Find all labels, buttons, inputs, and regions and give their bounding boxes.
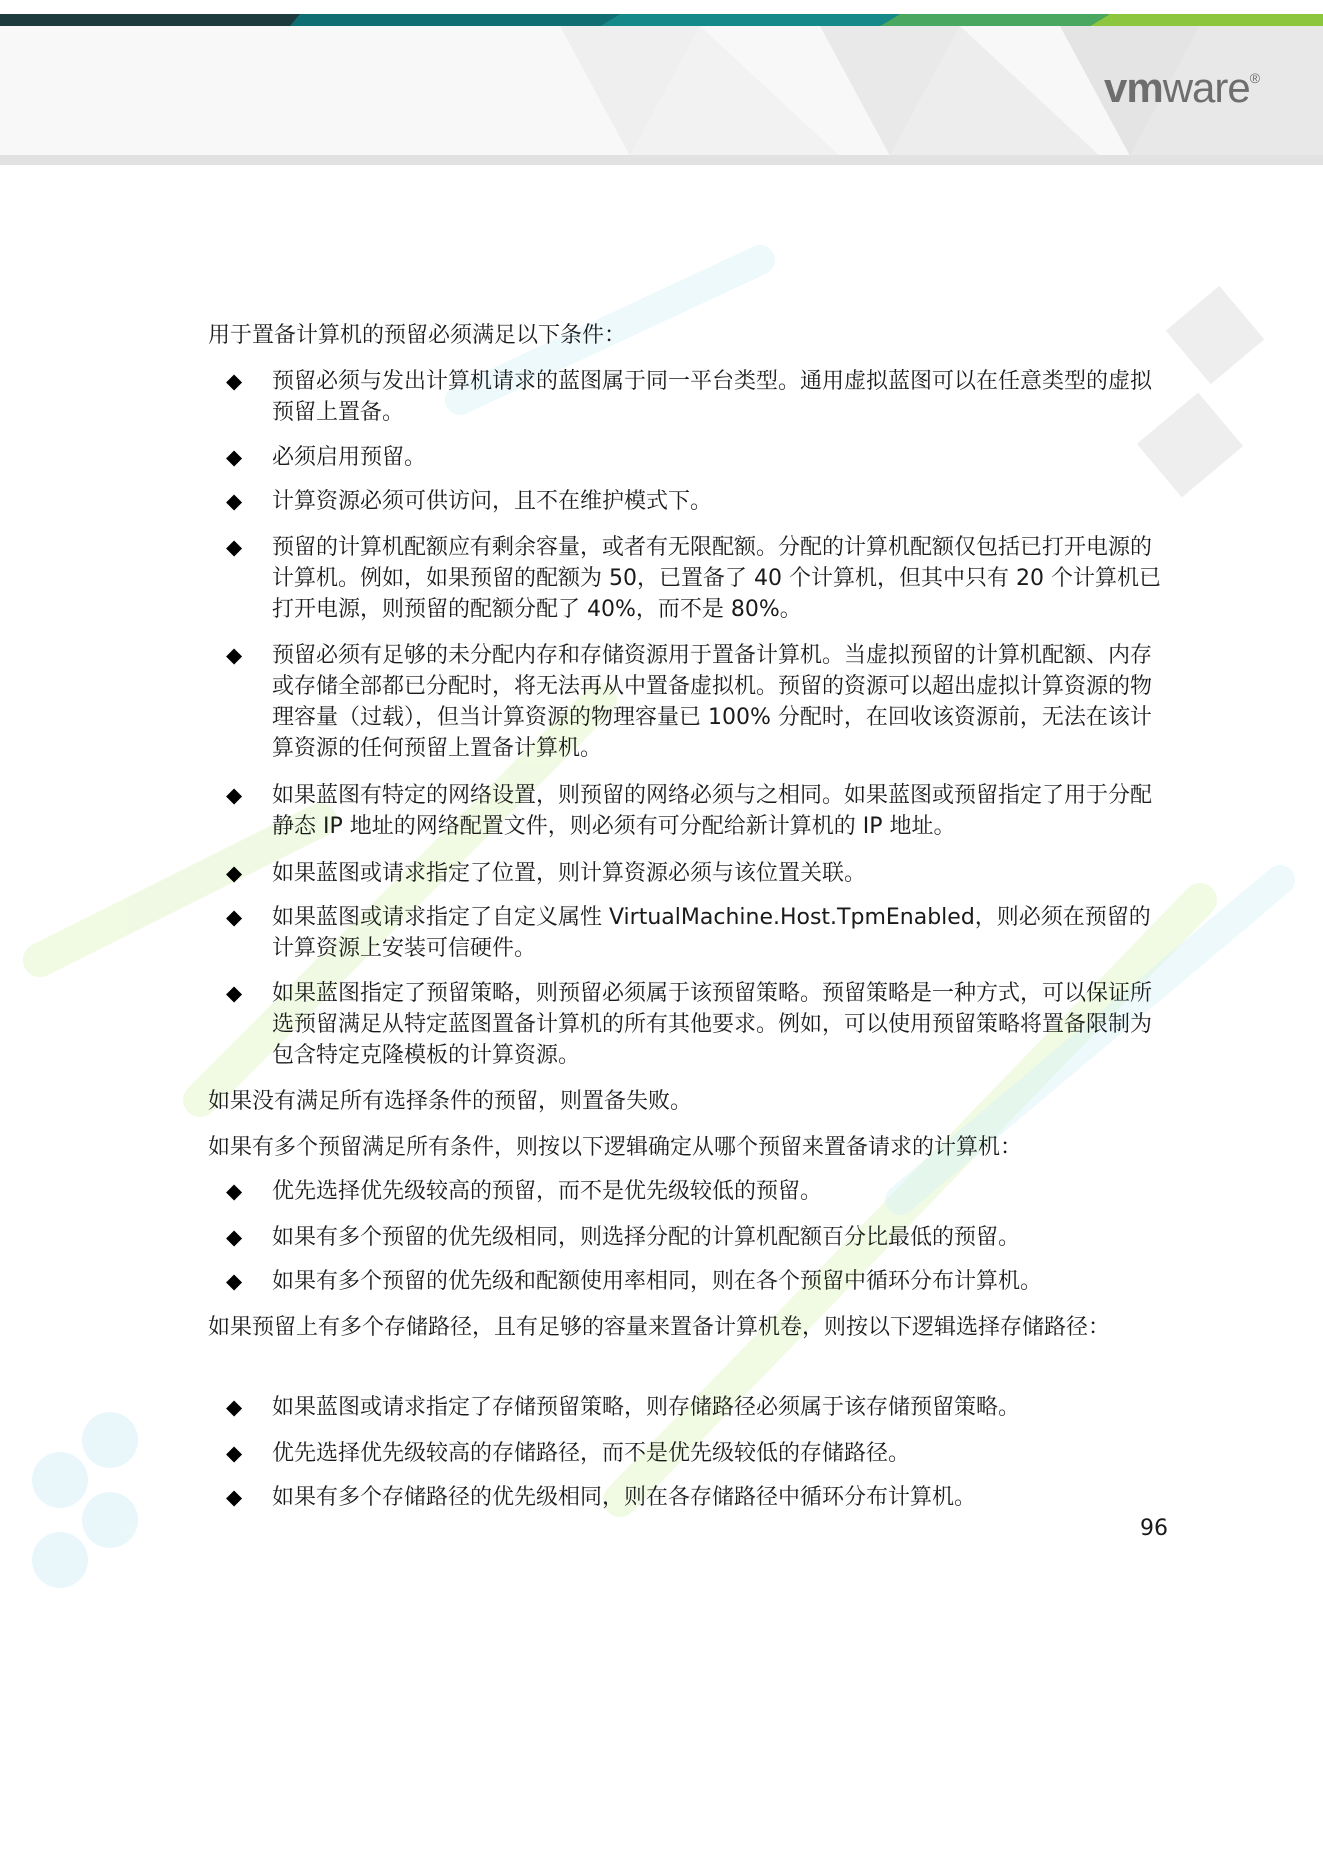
condition-item: [226, 532, 1186, 625]
storage-rule-item: [226, 1482, 1186, 1513]
bullet-diamond-icon: ◆: [226, 489, 243, 513]
storage-rule-text: 如果有多个存储路径的优先级相同，则在各存储路径中循环分布计算机。: [272, 1485, 977, 1510]
bullet-diamond-icon: ◆: [226, 369, 243, 393]
fail-text: 如果没有满足所有选择条件的预留，则置备失败。: [208, 1089, 693, 1114]
conditions-intro: 用于置备计算机的预留必须满足以下条件：: [208, 323, 627, 348]
storage-rule-item: [226, 1392, 1186, 1423]
bullet-diamond-icon: ◆: [226, 981, 243, 1005]
bullet-diamond-icon: ◆: [226, 643, 243, 667]
condition-text: 预留必须有足够的未分配内存和存储资源用于置备计算机。当虚拟预留的计算机配额、内存或存储全部都已分配时，将无法再从中置备虚拟机。预留的资源可以超出虚拟计算资源的物理容量（过载），但当计算资源的物理容量已 100% 分配时，在回收该资源前，无法在该计算资源的任何预留上置备计算机。: [272, 643, 1153, 761]
selection-rule-item: [226, 1222, 1186, 1253]
condition-text: 如果蓝图或请求指定了自定义属性 VirtualMachine.Host.TpmEnabled，则必须在预留的计算资源上安装可信硬件。: [272, 905, 1151, 961]
bullet-diamond-icon: ◆: [226, 1179, 243, 1203]
condition-item: [226, 902, 1186, 964]
bullet-diamond-icon: ◆: [226, 1395, 243, 1419]
condition-text: 预留必须与发出计算机请求的蓝图属于同一平台类型。通用虚拟蓝图可以在任意类型的虚拟预留上置备。: [272, 369, 1153, 425]
multi-reservation-intro: 如果有多个预留满足所有条件，则按以下逻辑确定从哪个预留来置备请求的计算机：: [208, 1135, 1023, 1160]
selection-rule-text: 如果有多个预留的优先级和配额使用率相同，则在各个预留中循环分布计算机。: [272, 1269, 1043, 1294]
selection-rule-item: [226, 1176, 1186, 1207]
bullet-diamond-icon: ◆: [226, 1225, 243, 1249]
logo-ware: ware: [1162, 64, 1250, 111]
logo-registered-mark: ®: [1249, 70, 1260, 86]
selection-rule-item: [226, 1266, 1186, 1297]
header-color-band: [0, 14, 1323, 26]
bullet-diamond-icon: ◆: [226, 783, 243, 807]
logo-vm: vm: [1104, 64, 1163, 111]
bullet-diamond-icon: ◆: [226, 445, 243, 469]
condition-text: 计算资源必须可供访问，且不在维护模式下。: [272, 489, 713, 514]
page-number: 96: [1140, 1516, 1168, 1541]
condition-item: [226, 486, 1186, 517]
condition-text: 如果蓝图或请求指定了位置，则计算资源必须与该位置关联。: [272, 861, 867, 886]
bullet-diamond-icon: ◆: [226, 905, 243, 929]
bullet-diamond-icon: ◆: [226, 1269, 243, 1293]
condition-text: 必须启用预留。: [272, 445, 427, 470]
condition-text: 预留的计算机配额应有剩余容量，或者有无限配额。分配的计算机配额仅包括已打开电源的计算机。例如，如果预留的配额为 50，已置备了 40 个计算机，但其中只有 20 个计算机已打开电源，则预留的配额分配了 40%，而不是 80%。: [272, 535, 1161, 622]
condition-item: [226, 858, 1186, 889]
bullet-diamond-icon: ◆: [226, 1441, 243, 1465]
selection-rule-text: 如果有多个预留的优先级相同，则选择分配的计算机配额百分比最低的预留。: [272, 1225, 1021, 1250]
storage-rule-item: [226, 1438, 1186, 1469]
storage-rule-text: 优先选择优先级较高的存储路径，而不是优先级较低的存储路径。: [272, 1441, 911, 1466]
storage-path-intro: 如果预留上有多个存储路径，且有足够的容量来置备计算机卷，则按以下逻辑选择存储路径：: [208, 1315, 1111, 1340]
condition-item: [226, 978, 1186, 1071]
page-header: [0, 0, 1323, 170]
header-rule: [0, 155, 1323, 165]
storage-rule-text: 如果蓝图或请求指定了存储预留策略，则存储路径必须属于该存储预留策略。: [272, 1395, 1021, 1420]
selection-rule-text: 优先选择优先级较高的预留，而不是优先级较低的预留。: [272, 1179, 823, 1204]
condition-item: [226, 366, 1186, 428]
bullet-diamond-icon: ◆: [226, 861, 243, 885]
condition-text: 如果蓝图有特定的网络设置，则预留的网络必须与之相同。如果蓝图或预留指定了用于分配静态 IP 地址的网络配置文件，则必须有可分配给新计算机的 IP 地址。: [272, 783, 1153, 839]
condition-item: [226, 780, 1186, 842]
bullet-diamond-icon: ◆: [226, 535, 243, 559]
vmware-logo: [1104, 64, 1259, 112]
bullet-diamond-icon: ◆: [226, 1485, 243, 1509]
condition-item: [226, 640, 1186, 764]
condition-text: 如果蓝图指定了预留策略，则预留必须属于该预留策略。预留策略是一种方式，可以保证所选预留满足从特定蓝图置备计算机的所有其他要求。例如，可以使用预留策略将置备限制为包含特定克隆模板的计算资源。: [272, 981, 1153, 1068]
condition-item: [226, 442, 1186, 473]
